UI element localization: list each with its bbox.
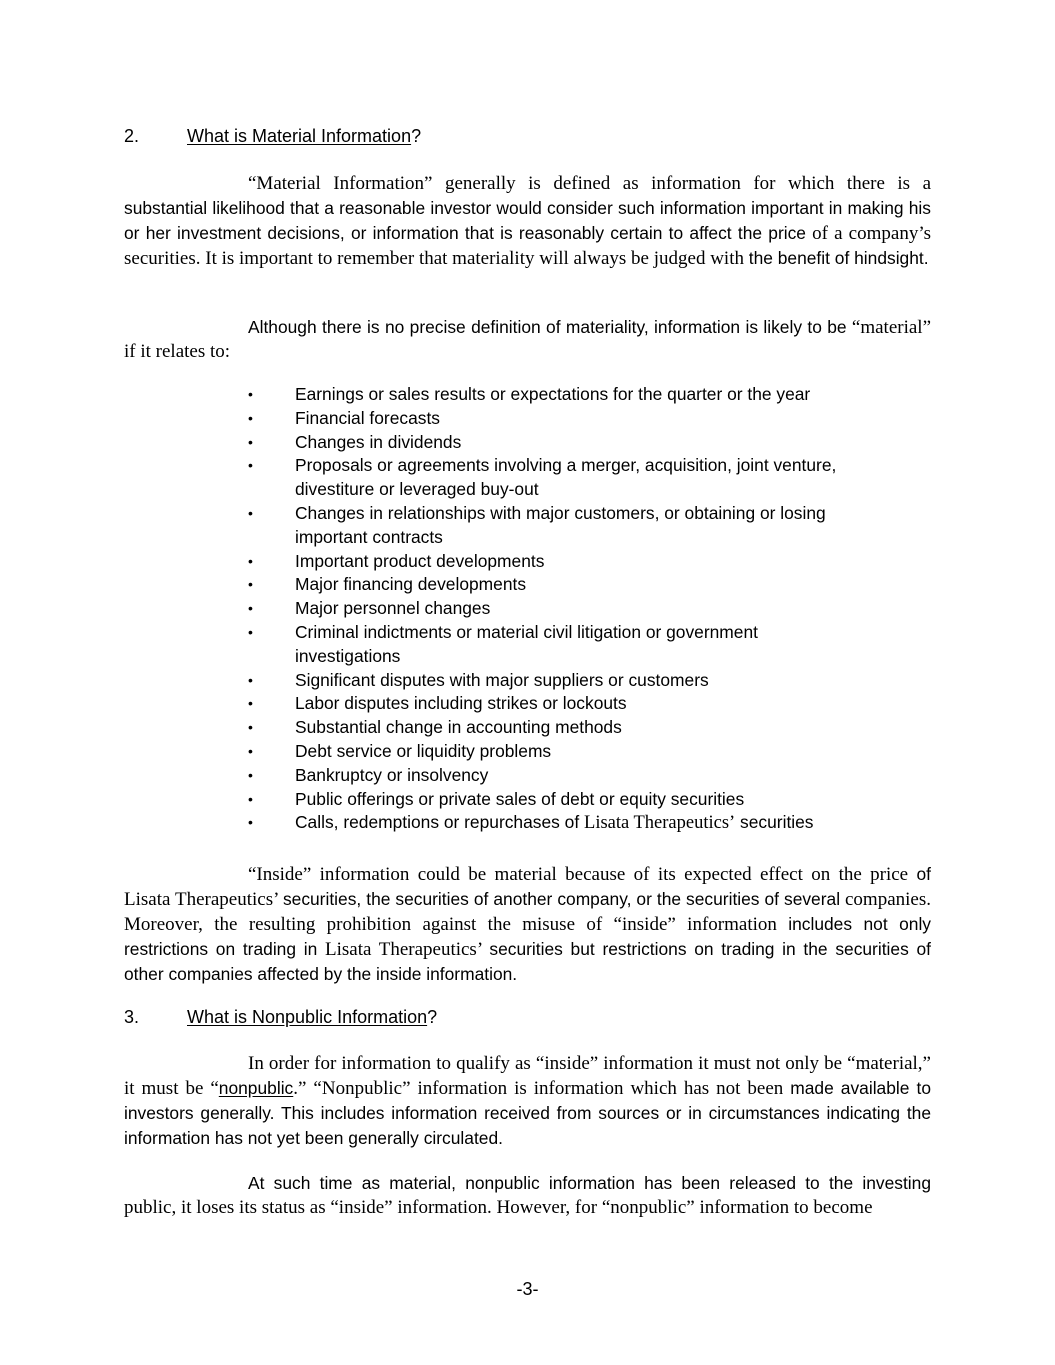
list-item-text: Criminal indictments or material civil litigation or government investigations xyxy=(295,621,758,666)
list-item xyxy=(248,550,868,574)
list-item xyxy=(248,716,868,740)
list-item-text: Bankruptcy or insolvency xyxy=(295,764,489,785)
list-item-text: Substantial change in accounting methods xyxy=(295,717,622,738)
bullet-icon: • xyxy=(248,576,253,593)
list-item xyxy=(248,502,868,550)
p4-nonpublic-underlined: nonpublic xyxy=(218,1078,294,1098)
p5-part-a: At such time as material, nonpublic information has been released to the investing xyxy=(248,1173,931,1193)
list-item-text: Proposals or agreements involving a merger, acquisition, joint venture, divestiture or leveraged buy-out xyxy=(295,455,837,500)
p3-part-h: securities but restrictions on trading in the securities of other companies affected by the inside information. xyxy=(124,939,931,984)
p4-part-a: In order for information to qualify as “inside” information it must not only be “material,” it must be “ xyxy=(124,1053,931,1099)
bullet-icon: • xyxy=(248,790,253,807)
materiality-bullet-list xyxy=(248,383,868,836)
list-item-text: Changes in dividends xyxy=(295,431,462,452)
bullet-icon: • xyxy=(248,600,253,617)
section-2-number: 2. xyxy=(124,126,140,146)
bullet-icon: • xyxy=(248,409,253,426)
bullet-icon: • xyxy=(248,695,253,712)
p3-part-d: securities, the securities of another company, or the securities of several xyxy=(282,889,841,909)
bullet-icon: • xyxy=(248,742,253,759)
bullet-icon: • xyxy=(248,552,253,569)
list-item-text: Earnings or sales results or expectations for the quarter or the year xyxy=(295,384,811,404)
list-item xyxy=(248,573,868,597)
p1-part-c: of a company’s securities. It is important to remember that materiality will always be judged with xyxy=(124,223,931,269)
list-item-text-end: securities xyxy=(735,812,814,833)
list-item xyxy=(248,454,868,502)
section-2-title-suffix: ? xyxy=(411,126,422,146)
list-item-text: Major financing developments xyxy=(295,574,527,595)
list-item-text: Major personnel changes xyxy=(295,598,491,619)
bullet-icon: • xyxy=(248,766,253,783)
list-item-text: Public offerings or private sales of debt or equity securities xyxy=(295,788,745,809)
list-item xyxy=(248,407,868,431)
page-number: -3- xyxy=(516,1279,539,1299)
bullet-icon: • xyxy=(248,386,253,402)
list-item-text: Financial forecasts xyxy=(295,407,440,428)
p4-part-c: .” “Nonpublic” information is information which has not been xyxy=(293,1078,791,1099)
list-item-text: Significant disputes with major suppliers or customers xyxy=(295,669,709,690)
section-3-title-suffix: ? xyxy=(427,1007,438,1027)
list-item xyxy=(248,788,868,812)
p3-part-f: includes not only restrictions on trading in xyxy=(124,914,931,959)
p2-part-b: “material” if it relates to: xyxy=(124,317,931,362)
list-item-company-name: Lisata Therapeutics’ xyxy=(584,813,736,834)
bullet-icon: • xyxy=(248,504,253,521)
list-item-text: Changes in relationships with major customers, or obtaining or losing important contracts xyxy=(295,502,826,547)
list-item xyxy=(248,692,868,716)
list-item xyxy=(248,669,868,693)
paragraph-material-definition xyxy=(124,172,931,271)
section-3-title-text: What is Nonpublic Information xyxy=(187,1007,428,1027)
bullet-icon: • xyxy=(248,623,253,640)
list-item-text: Important product developments xyxy=(295,550,545,571)
p3-part-e: companies. Moreover, the resulting prohibition against the misuse of “inside” information xyxy=(124,889,931,935)
paragraph-nonpublic-definition xyxy=(124,1052,931,1151)
paragraph-released-information xyxy=(124,1171,931,1220)
list-item xyxy=(248,597,868,621)
p5-part-b: public, it loses its status as “inside” information. However, for “nonpublic” information to become xyxy=(124,1197,873,1218)
p3-part-c: Lisata Therapeutics’ xyxy=(124,889,283,910)
list-item xyxy=(248,431,868,455)
p3-part-g: Lisata Therapeutics’ xyxy=(325,939,490,960)
bullet-icon: • xyxy=(248,671,253,688)
list-item-text: Calls, redemptions or repurchases of xyxy=(295,812,585,833)
list-item xyxy=(248,621,868,669)
list-item xyxy=(248,811,868,836)
p1-part-d: the benefit of hindsight. xyxy=(748,248,929,268)
bullet-icon: • xyxy=(248,814,253,831)
section-3-number: 3. xyxy=(124,1007,140,1027)
p2-part-a: Although there is no precise definition of materiality, information is likely to be xyxy=(248,317,847,337)
list-item-text: Labor disputes including strikes or lockouts xyxy=(295,693,627,714)
bullet-icon: • xyxy=(248,457,253,474)
section-2-title-text: What is Material Information xyxy=(187,126,412,146)
section-3-title xyxy=(187,1004,437,1030)
p1-part-a: “Material Information” generally is defined as information for which there is a xyxy=(248,173,931,194)
p3-part-b: of xyxy=(916,864,931,884)
paragraph-inside-information xyxy=(124,862,931,987)
paragraph-materiality-intro xyxy=(124,315,931,364)
p4-part-d: made available to investors generally. This includes information received from sources or in circumstances indicating the information has not yet been generally circulated. xyxy=(124,1078,931,1148)
list-item-text: Debt service or liquidity problems xyxy=(295,740,552,761)
p3-part-a: “Inside” information could be material because of its expected effect on the price xyxy=(248,864,917,885)
list-item xyxy=(248,383,868,407)
bullet-icon: • xyxy=(248,433,253,450)
p1-part-b: substantial likelihood that a reasonable investor would consider such information important in making his or her investment decisions, or information that is reasonably certain to affect the price xyxy=(124,198,931,243)
section-3-heading xyxy=(124,1004,824,1030)
list-item xyxy=(248,740,868,764)
list-item xyxy=(248,764,868,788)
bullet-icon: • xyxy=(248,719,253,736)
